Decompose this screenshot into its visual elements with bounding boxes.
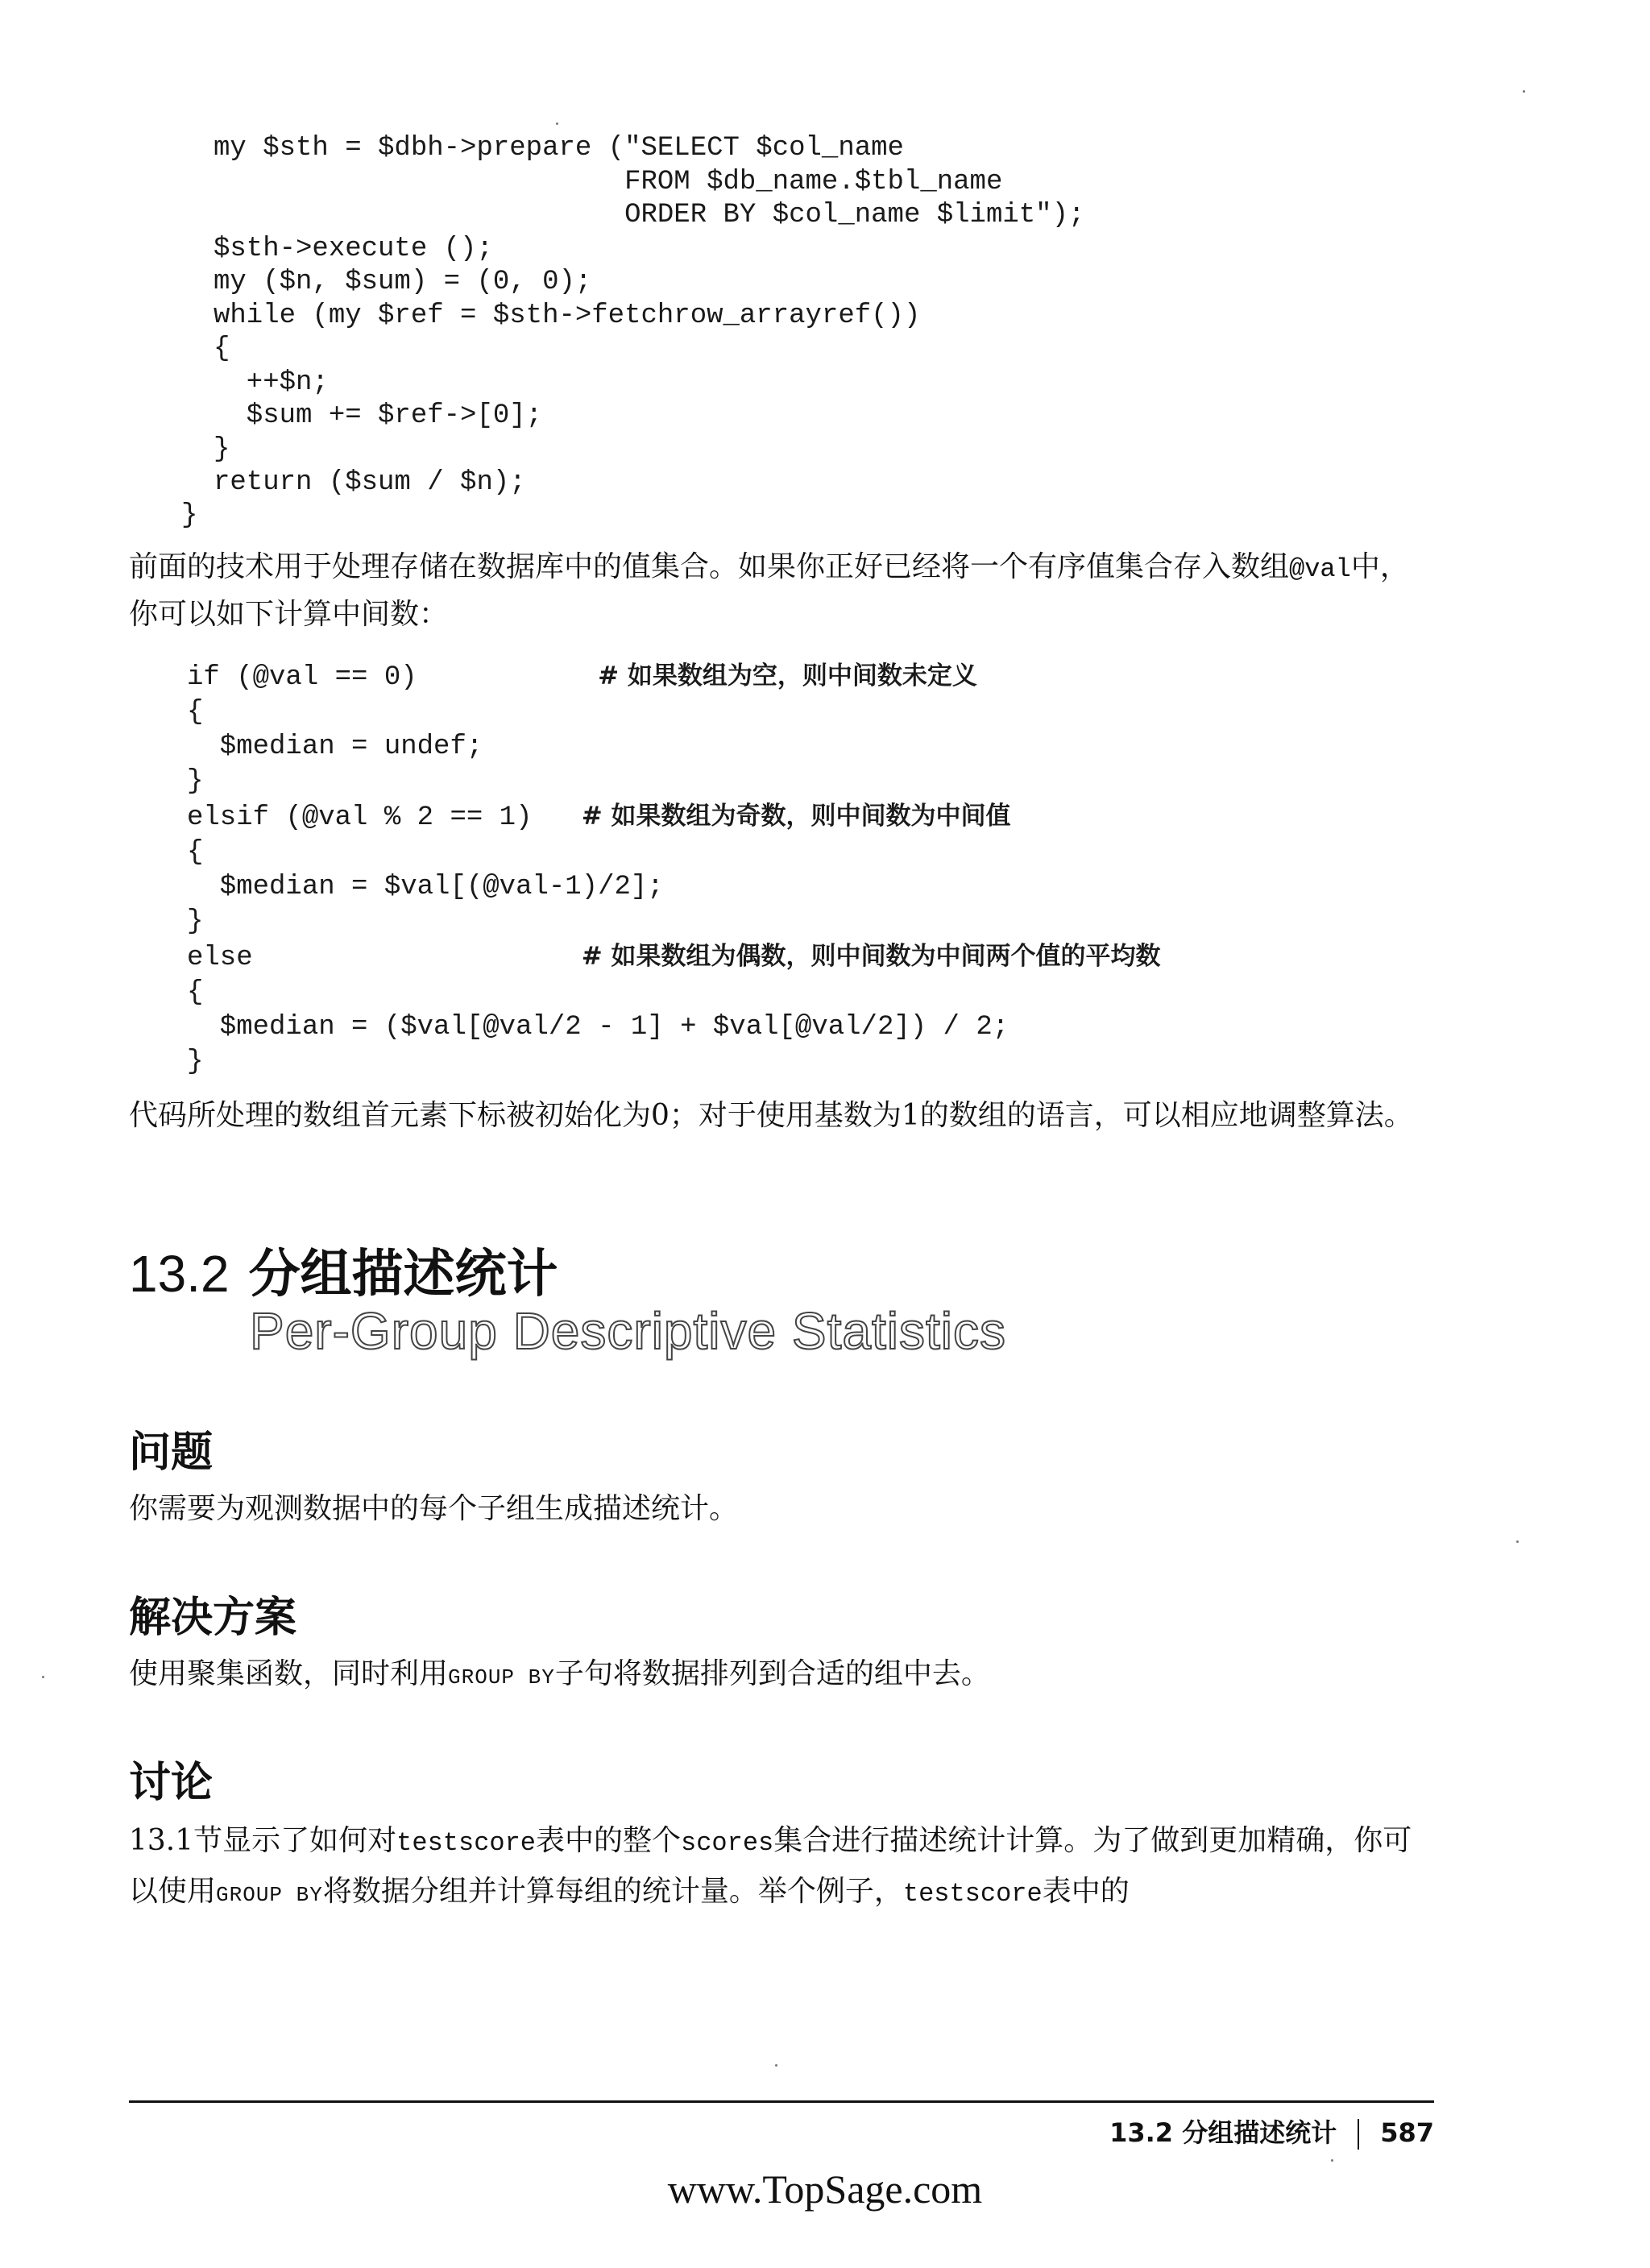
code-line: while (my $ref = $sth->fetchrow_arrayref()) xyxy=(214,300,921,331)
code-text: else xyxy=(187,943,582,973)
code-line xyxy=(187,943,1160,973)
inline-code: @val xyxy=(1289,554,1351,584)
code-line: $sth->execute (); xyxy=(214,233,493,264)
problem-text: 你需要为观测数据中的每个子组生成描述统计。 xyxy=(129,1492,739,1525)
text: 使用聚集函数，同时利用 xyxy=(129,1657,449,1690)
running-footer xyxy=(1109,2113,1434,2150)
text: 将数据分组并计算每组的统计量。举个例子， xyxy=(322,1875,903,1908)
section-subtitle: Per-Group Descriptive Statistics xyxy=(250,1302,1006,1360)
code-line xyxy=(187,766,203,797)
text: 中，你可以如下计算中间数： xyxy=(129,550,1409,631)
inline-code: scores xyxy=(681,1828,774,1858)
text: 表中的 xyxy=(1042,1875,1130,1908)
code-line xyxy=(187,802,1010,833)
text: 13.1节显示了如何对 xyxy=(129,1824,397,1857)
scan-speck xyxy=(42,1676,44,1678)
website-watermark: www.TopSage.com xyxy=(667,2166,983,2212)
code-line: return ($sum / $n); xyxy=(214,467,526,498)
code-text: if (@val == 0) xyxy=(187,662,599,693)
code-line: my $sth = $dbh->prepare ("SELECT $col_name xyxy=(214,133,904,164)
solution-text xyxy=(129,1652,1434,1700)
paragraph-median-intro xyxy=(129,545,1434,637)
inline-code: GROUP BY xyxy=(216,1883,323,1907)
inline-code: GROUP BY xyxy=(448,1665,555,1690)
inline-code: testscore xyxy=(396,1828,536,1858)
page-number: 587 xyxy=(1380,2117,1434,2148)
section-number: 13.2 xyxy=(129,1245,230,1303)
scan-speck xyxy=(775,2064,777,2067)
inline-code: testscore xyxy=(902,1879,1043,1909)
code-text: $median = undef; xyxy=(187,732,483,762)
code-comment: # 如果数组为偶数，则中间数为中间两个值的平均数 xyxy=(581,942,1161,971)
scan-speck xyxy=(1331,2159,1333,2162)
code-text: } xyxy=(187,766,204,797)
scan-speck xyxy=(1523,90,1525,93)
scan-speck xyxy=(556,122,558,125)
code-line: $sum += $ref->[0]; xyxy=(214,400,543,431)
code-text: { xyxy=(187,977,204,1008)
code-line: } xyxy=(214,433,230,465)
code-block-mean xyxy=(214,132,1084,500)
code-text: { xyxy=(187,697,204,728)
section-title-text: 分组描述统计 xyxy=(248,1245,558,1304)
code-line: ORDER BY $col_name $limit"); xyxy=(214,200,1085,230)
code-line xyxy=(187,906,203,937)
problem-heading: 问题 xyxy=(129,1428,214,1477)
footer-section-label: 13.2 分组描述统计 xyxy=(1109,2117,1337,2148)
footer-divider xyxy=(1358,2119,1359,2150)
discussion-text xyxy=(129,1817,1434,1919)
code-line xyxy=(187,662,977,693)
scan-speck xyxy=(1516,1540,1519,1543)
code-line xyxy=(187,732,483,762)
code-line xyxy=(187,872,664,902)
code-comment: # 如果数组为奇数，则中间数为中间值 xyxy=(581,802,1011,831)
text: 表中的整个 xyxy=(536,1824,682,1857)
code-line xyxy=(187,1012,1009,1043)
code-text: elsif (@val % 2 == 1) xyxy=(187,802,582,833)
code-text: } xyxy=(187,906,204,937)
discussion-heading: 讨论 xyxy=(129,1759,214,1807)
section-title xyxy=(129,1233,558,1307)
code-comment: # 如果数组为空，则中间数未定义 xyxy=(598,661,977,690)
code-text: { xyxy=(187,837,204,868)
code-line xyxy=(187,977,203,1008)
text: 集合进行描述统计计算。为了做到更加精确，你可以使用 xyxy=(129,1824,1412,1908)
code-line: } xyxy=(181,500,198,531)
footer-rule xyxy=(129,2100,1434,2103)
code-line: my ($n, $sum) = (0, 0); xyxy=(214,267,592,297)
code-line: FROM $db_name.$tbl_name xyxy=(214,166,1003,197)
code-text: $median = ($val[@val/2 - 1] + $val[@val/2]) / 2; xyxy=(187,1012,1009,1043)
text: 子句将数据排列到合适的组中去。 xyxy=(554,1657,990,1690)
solution-heading: 解决方案 xyxy=(129,1594,297,1642)
code-line: ++$n; xyxy=(214,367,329,398)
code-line xyxy=(187,837,203,868)
code-text: $median = $val[(@val-1)/2]; xyxy=(187,872,664,902)
paragraph-array-index-note: 代码所处理的数组首元素下标被初始化为0；对于使用基数为1的数组的语言，可以相应地调整算法。 xyxy=(129,1099,1413,1132)
code-line: { xyxy=(214,334,230,364)
code-text: } xyxy=(187,1047,204,1077)
code-block-closing-brace xyxy=(181,500,197,533)
text: 前面的技术用于处理存储在数据库中的值集合。如果你正好已经将一个有序值集合存入数组 xyxy=(129,550,1290,583)
code-block-median xyxy=(187,659,1160,1080)
code-line xyxy=(187,697,203,728)
code-line xyxy=(187,1047,203,1077)
